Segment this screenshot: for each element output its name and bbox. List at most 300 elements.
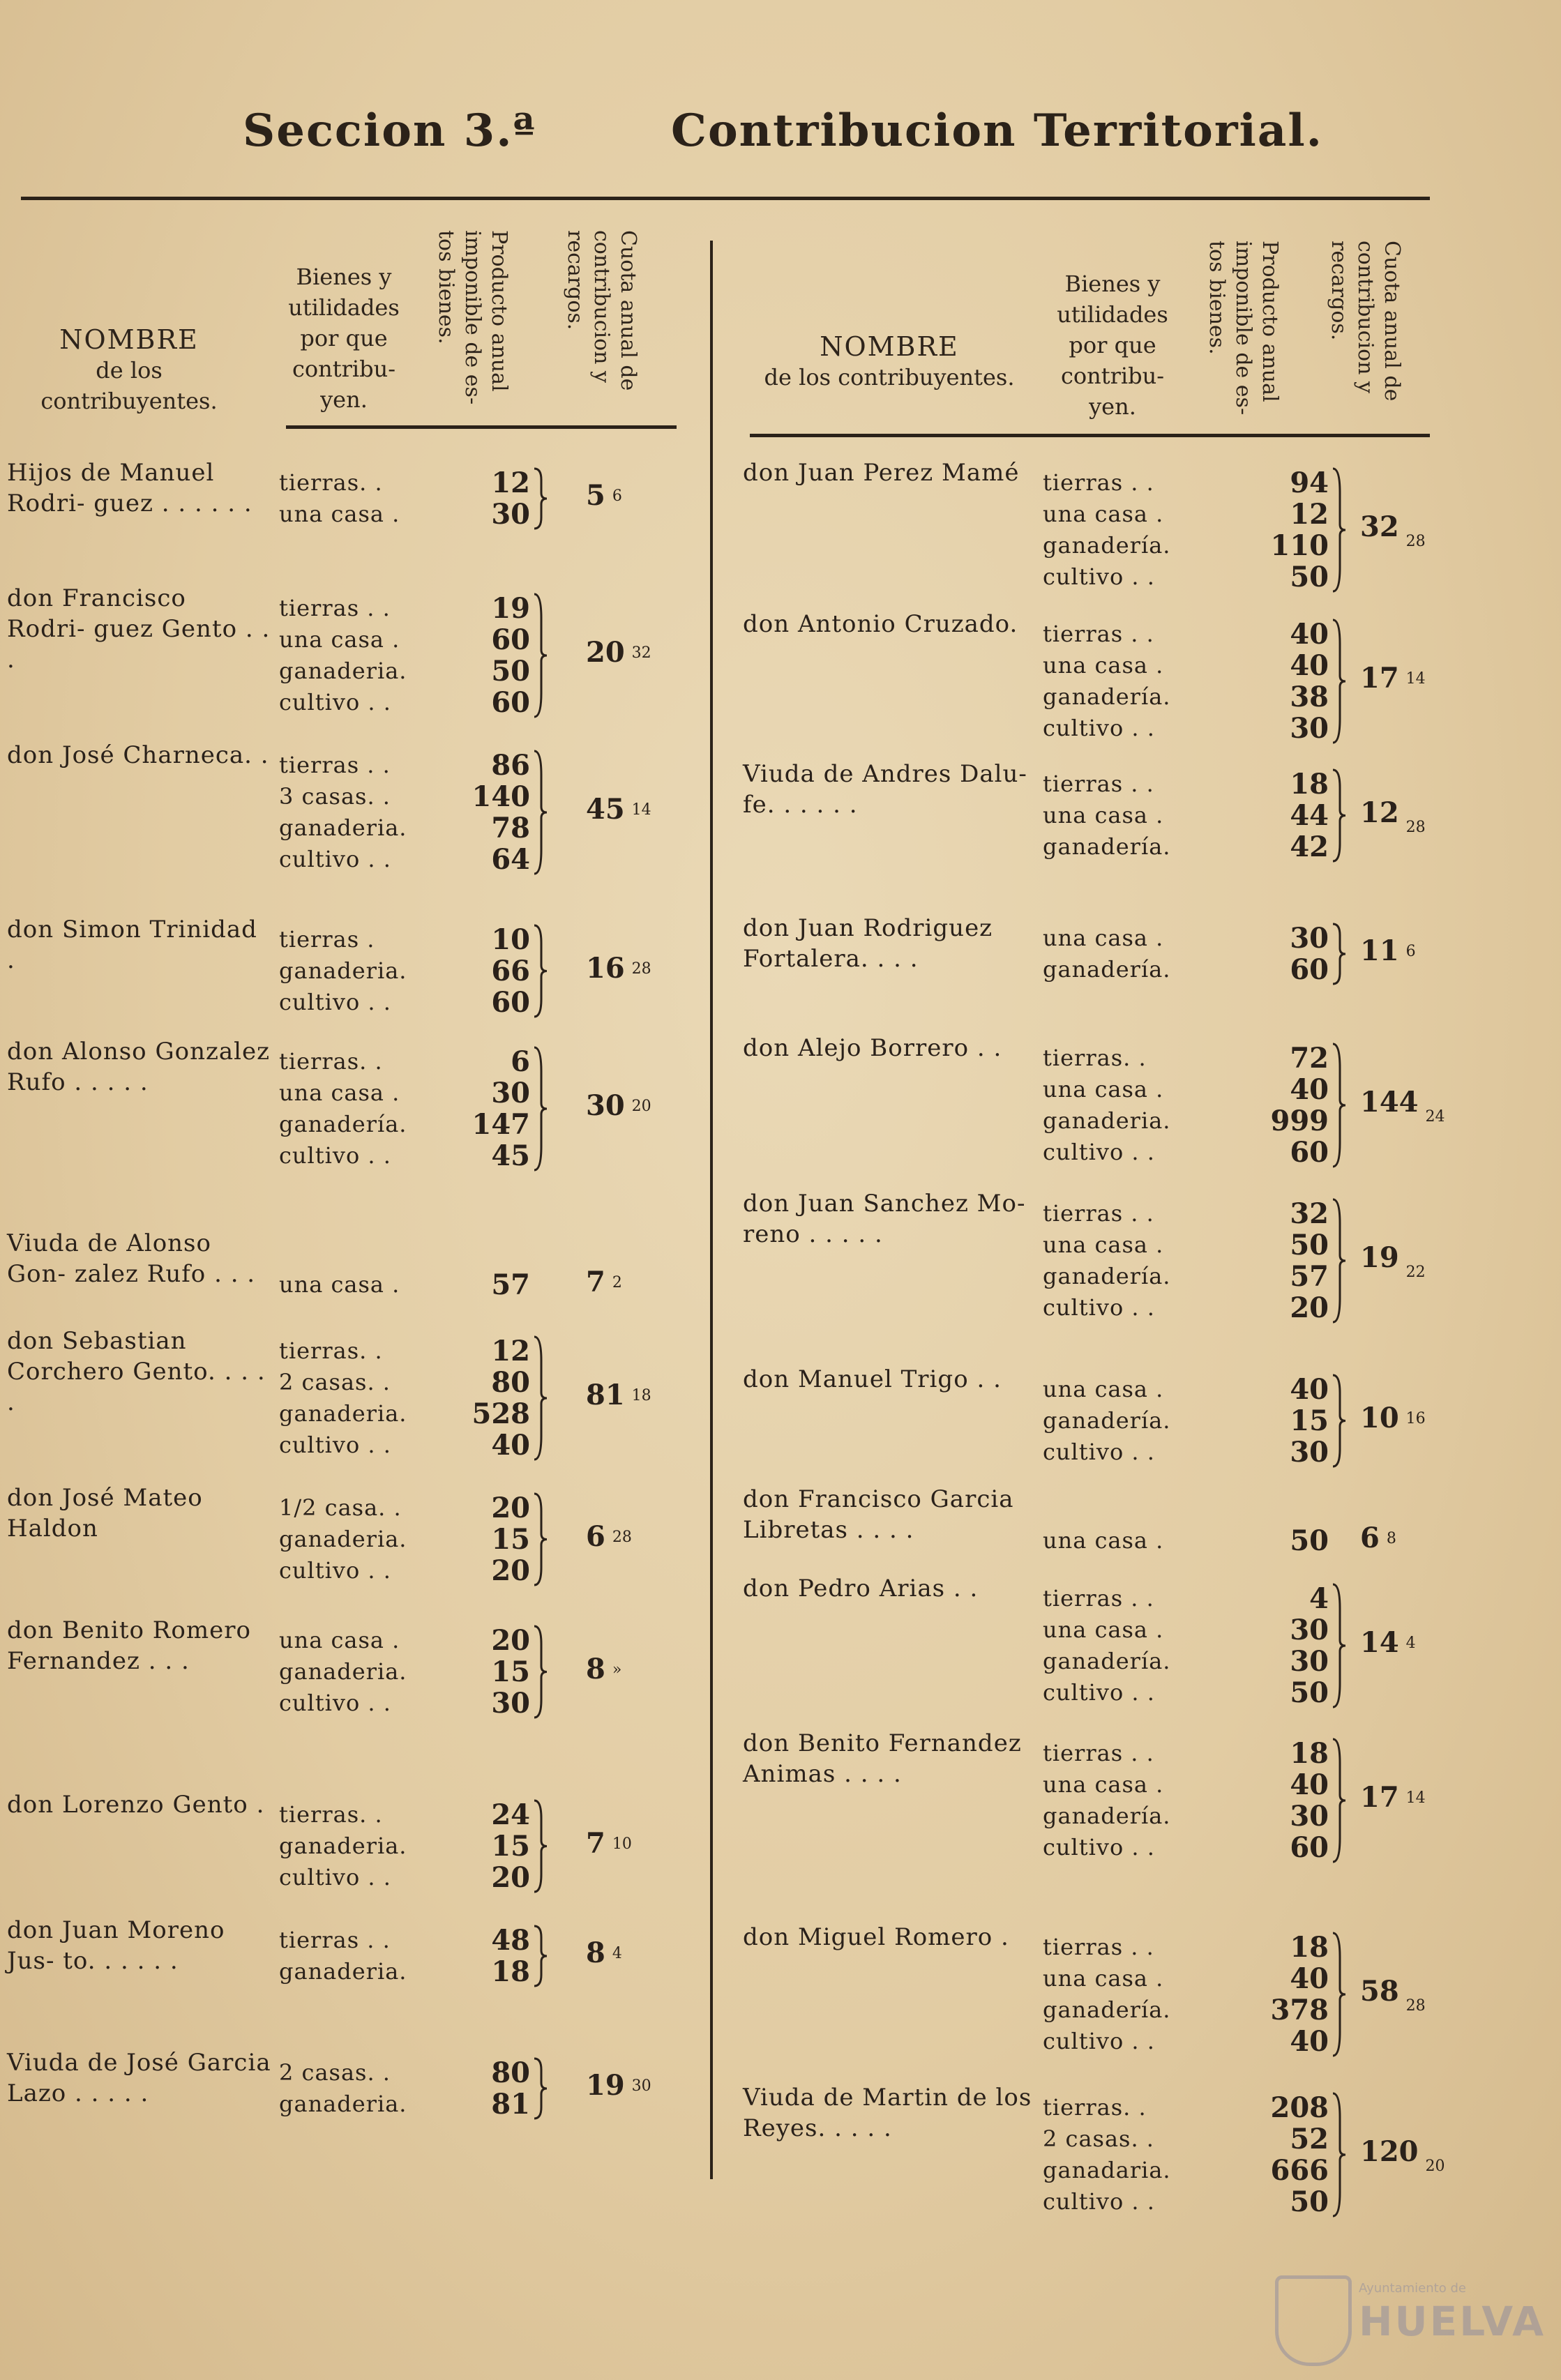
quota-cents: 14	[631, 801, 651, 819]
goods-item: ganadería.	[1043, 1648, 1171, 1674]
quota-value: 10	[1360, 1401, 1399, 1434]
contributor-name: don Antonio Cruzado.	[743, 610, 1018, 638]
contributor-name: don Juan Sanchez Mo- reno . . . . .	[743, 1190, 1026, 1248]
contributor-name: don Benito Fernandez Animas . . . .	[743, 1729, 1022, 1788]
goods-item: tierras . .	[1043, 1934, 1154, 1960]
brace-icon	[531, 593, 548, 718]
product-value: 81	[491, 2088, 530, 2121]
right-header-nombre	[753, 331, 1025, 393]
goods-item: una casa .	[1043, 1376, 1164, 1402]
annual-quota	[1360, 662, 1426, 695]
goods-item: cultivo . .	[1043, 1294, 1155, 1321]
goods-list	[279, 924, 418, 1018]
goods-list	[1043, 1583, 1210, 1708]
goods-item: cultivo . .	[1043, 2028, 1155, 2054]
goods-list	[1043, 1198, 1210, 1324]
product-value: 20	[491, 1624, 530, 1657]
quota-cents: 28	[1405, 533, 1426, 550]
product-values	[418, 1492, 530, 1586]
goods-list	[279, 593, 418, 718]
brace-icon	[1330, 1932, 1347, 2057]
product-value: 12	[491, 1335, 530, 1367]
goods-item: una casa .	[1043, 501, 1164, 527]
quota-value: 19	[1360, 1241, 1399, 1274]
goods-item: tierras .	[279, 926, 375, 953]
product-value: 15	[491, 1523, 530, 1556]
product-value: 24	[491, 1798, 530, 1831]
annual-quota	[586, 1653, 621, 1685]
contributor-name: don Juan Moreno Jus- to. . . . . .	[7, 1916, 225, 1975]
product-value: 30	[1290, 1614, 1329, 1646]
product-value: 19	[491, 592, 530, 625]
right-entry	[736, 459, 1548, 628]
product-value: 42	[1290, 831, 1329, 863]
goods-item: 2 casas. .	[279, 2059, 391, 2086]
annual-quota	[1360, 1522, 1396, 1554]
left-entry	[0, 1327, 697, 1496]
brace-icon	[1330, 768, 1347, 863]
goods-item: una casa .	[279, 1079, 400, 1106]
goods-item: ganaderia.	[279, 1526, 407, 1552]
product-values	[418, 750, 530, 875]
left-entry	[0, 1791, 697, 1928]
goods-item: una casa .	[279, 1627, 400, 1653]
contributor-name: don Simon Trinidad .	[7, 916, 257, 974]
brace-icon	[1330, 1043, 1347, 1168]
contributor-name: don Miguel Romero .	[743, 1923, 1009, 1951]
annual-quota	[586, 2069, 651, 2102]
right-entry	[736, 1575, 1548, 1743]
quota-cents: 10	[612, 1835, 632, 1853]
goods-item: tierras . .	[1043, 469, 1154, 496]
page-title: Contribucion Territorial.	[671, 105, 1323, 157]
goods-item: cultivo . .	[279, 689, 391, 715]
contributor-name: Viuda de Alonso Gon- zalez Rufo . . .	[7, 1229, 256, 1288]
goods-item: tierras . .	[279, 752, 391, 778]
quota-value: 17	[1360, 1781, 1399, 1814]
product-value: 50	[1290, 1229, 1329, 1261]
contributor-name: don Benito Romero Fernandez . . .	[7, 1616, 251, 1675]
contributor-name: don Francisco Rodri- guez Gento . . .	[7, 584, 271, 674]
product-value: 20	[491, 1492, 530, 1524]
product-value: 4	[1309, 1582, 1329, 1615]
left-entry	[0, 916, 697, 1053]
quota-cents: 18	[631, 1387, 651, 1404]
goods-item: ganadería.	[1043, 1996, 1171, 2023]
product-value: 40	[1290, 649, 1329, 682]
product-value: 50	[1290, 1676, 1329, 1709]
goods-item: ganaderia.	[279, 1833, 407, 1859]
product-value: 40	[1290, 1962, 1329, 1995]
brace-icon	[531, 1492, 548, 1586]
annual-quota	[1360, 1241, 1426, 1281]
goods-list	[279, 1269, 418, 1301]
quota-cents: 20	[631, 1098, 651, 1115]
product-value: 20	[491, 1861, 530, 1894]
product-value: 40	[1290, 1373, 1329, 1406]
product-value: 50	[1290, 561, 1329, 593]
quota-value: 32	[1360, 510, 1399, 543]
product-value: 10	[491, 923, 530, 956]
brace-icon	[531, 1335, 548, 1461]
goods-list	[279, 467, 418, 530]
goods-item: ganaderia.	[279, 658, 407, 684]
quota-cents: 28	[631, 960, 651, 978]
product-value: 66	[491, 955, 530, 987]
product-value: 60	[491, 623, 530, 656]
product-values	[418, 593, 530, 718]
goods-item: 2 casas. .	[279, 1369, 391, 1395]
annual-quota	[1360, 1086, 1445, 1125]
product-value: 6	[511, 1045, 530, 1078]
goods-item: tierras . .	[1043, 1200, 1154, 1227]
product-value: 78	[491, 812, 530, 844]
left-entry	[0, 459, 697, 565]
goods-item: tierras. .	[279, 1337, 383, 1364]
quota-cents: 6	[612, 487, 622, 505]
quota-value: 144	[1360, 1086, 1419, 1119]
goods-item: ganaderia.	[279, 957, 407, 984]
product-value: 30	[491, 498, 530, 531]
product-values	[1210, 1932, 1329, 2057]
product-values	[1210, 923, 1329, 985]
product-values	[418, 1269, 530, 1301]
left-entry	[0, 741, 697, 910]
goods-item: 3 casas. .	[279, 783, 391, 810]
goods-item: tierras. .	[279, 1048, 383, 1075]
product-value: 30	[1290, 1800, 1329, 1833]
quota-value: 120	[1360, 2135, 1419, 2168]
contributor-name: don José Mateo Haldon	[7, 1484, 203, 1543]
quota-value: 5	[586, 479, 605, 512]
section-number: Seccion 3.ª	[243, 105, 536, 157]
contributor-name: don Manuel Trigo . .	[743, 1365, 1002, 1393]
right-entry	[736, 914, 1548, 1020]
product-value: 999	[1270, 1105, 1329, 1137]
quota-value: 6	[586, 1519, 605, 1553]
product-value: 40	[1290, 2025, 1329, 2058]
annual-quota	[586, 952, 651, 985]
goods-item: una casa .	[1043, 1771, 1164, 1798]
shield-icon	[1275, 2275, 1352, 2366]
product-value: 20	[491, 1554, 530, 1587]
brace-icon	[1330, 1198, 1347, 1324]
quota-cents: 16	[1405, 1409, 1426, 1427]
product-value: 110	[1270, 529, 1329, 562]
product-value: 94	[1290, 467, 1329, 499]
product-value: 30	[1290, 712, 1329, 745]
product-values	[418, 2057, 530, 2120]
goods-item: cultivo . .	[279, 1432, 391, 1458]
quota-value: 6	[1360, 1521, 1380, 1554]
goods-item: una casa .	[279, 501, 400, 527]
annual-quota	[1360, 1402, 1426, 1434]
right-entry	[736, 1729, 1548, 1898]
right-entry	[736, 1034, 1548, 1203]
annual-quota	[586, 1266, 622, 1298]
product-value: 30	[491, 1077, 530, 1109]
product-value: 15	[491, 1655, 530, 1688]
goods-item: una casa .	[1043, 1076, 1164, 1102]
quota-cents: 28	[1405, 818, 1426, 836]
annual-quota	[1360, 510, 1426, 550]
goods-item: una casa .	[1043, 925, 1164, 951]
left-header-nombre	[10, 324, 248, 416]
product-value: 40	[1290, 1768, 1329, 1801]
brace-icon	[1330, 1374, 1347, 1468]
right-header-bienes: Bienes y utilidades por que contribu- yen.	[1057, 271, 1168, 420]
left-header-producto: Producto anual imponible de es- tos bienes.	[434, 230, 511, 405]
goods-list	[1043, 619, 1210, 744]
product-values	[418, 1799, 530, 1893]
product-value: 45	[491, 1139, 530, 1172]
goods-item: ganaderia.	[279, 2091, 407, 2117]
product-value: 528	[472, 1397, 530, 1430]
annual-quota	[1360, 934, 1416, 967]
goods-list	[1043, 467, 1210, 593]
left-entry	[0, 584, 697, 753]
brace-icon	[1330, 1583, 1347, 1708]
right-header-cuota: Cuota anual de contribucion y recargos.	[1327, 241, 1404, 402]
goods-list	[1043, 1374, 1210, 1468]
product-value: 30	[491, 1687, 530, 1720]
brace-icon	[1330, 619, 1347, 744]
brace-icon	[531, 1799, 548, 1893]
quota-value: 19	[586, 2069, 625, 2102]
product-values	[1210, 467, 1329, 593]
goods-item: tierras . .	[279, 595, 391, 621]
goods-item: tierras . .	[1043, 1585, 1154, 1612]
quota-value: 30	[586, 1089, 625, 1122]
product-value: 18	[1290, 768, 1329, 801]
goods-item: cultivo . .	[279, 1690, 391, 1716]
product-value: 44	[1290, 799, 1329, 832]
product-values	[418, 1625, 530, 1719]
goods-item: ganadería.	[1043, 1263, 1171, 1289]
product-value: 57	[1290, 1260, 1329, 1293]
quota-cents: 8	[1386, 1529, 1396, 1547]
nombre-sub-label: de los contribuyentes.	[40, 357, 218, 414]
right-entry	[736, 610, 1548, 779]
annual-quota	[586, 479, 622, 512]
right-entry	[736, 1923, 1548, 2092]
brace-icon	[531, 750, 548, 875]
annual-quota	[586, 1827, 632, 1860]
quota-cents: 22	[1405, 1264, 1426, 1281]
goods-item: ganaderia.	[279, 814, 407, 841]
goods-list	[279, 750, 418, 875]
brace-icon	[531, 1625, 548, 1719]
contributor-name: don José Charneca. .	[7, 741, 269, 769]
left-entry	[0, 2049, 697, 2155]
goods-item: una casa .	[1043, 652, 1164, 679]
product-value: 18	[1290, 1931, 1329, 1964]
product-values	[1210, 619, 1329, 744]
goods-item: cultivo . .	[1043, 563, 1155, 590]
quota-cents: 24	[1425, 1108, 1445, 1125]
goods-item: ganadería.	[1043, 833, 1171, 860]
product-value: 20	[1290, 1291, 1329, 1324]
goods-item: ganaderia.	[279, 1958, 407, 1985]
goods-item: tierras . .	[1043, 621, 1154, 647]
product-values	[418, 924, 530, 1018]
quota-value: 20	[586, 636, 625, 669]
brace-icon	[1330, 1738, 1347, 1863]
quota-cents: 2	[612, 1273, 622, 1291]
product-value: 64	[491, 843, 530, 876]
goods-item: 2 casas. .	[1043, 2125, 1154, 2152]
goods-list	[279, 1492, 418, 1586]
product-values	[1210, 768, 1329, 863]
goods-item: tierras. .	[279, 469, 383, 496]
goods-item: ganaderia.	[1043, 1107, 1171, 1134]
left-entry	[0, 1616, 697, 1754]
product-value: 12	[1290, 498, 1329, 531]
product-value: 80	[491, 1366, 530, 1399]
product-value: 40	[1290, 1073, 1329, 1106]
product-value: 60	[1290, 1136, 1329, 1169]
goods-item: ganadería.	[1043, 1803, 1171, 1829]
goods-item: tierras. .	[1043, 2094, 1147, 2121]
quota-cents: 6	[1405, 943, 1416, 960]
goods-item: tierras . .	[279, 1927, 391, 1953]
product-value: 50	[1290, 1524, 1329, 1557]
goods-item: cultivo . .	[1043, 1679, 1155, 1706]
product-value: 208	[1270, 2091, 1329, 2124]
goods-list	[1043, 1525, 1210, 1556]
product-value: 52	[1290, 2123, 1329, 2155]
watermark-line1: Ayuntamiento de	[1359, 2281, 1466, 2296]
goods-list	[1043, 1043, 1210, 1168]
page-header	[0, 105, 1561, 188]
goods-list	[1043, 768, 1210, 863]
right-entry	[736, 1190, 1548, 1358]
nombre-sub-label-right: de los contribuyentes.	[764, 364, 1015, 391]
header-rule	[21, 197, 1430, 200]
goods-item: ganadaria.	[1043, 2157, 1171, 2183]
product-value: 32	[1290, 1197, 1329, 1230]
product-value: 72	[1290, 1042, 1329, 1075]
product-values	[1210, 1583, 1329, 1708]
goods-item: ganadería.	[1043, 532, 1171, 559]
quota-cents: 32	[631, 644, 651, 662]
product-values	[1210, 1525, 1329, 1556]
goods-item: cultivo . .	[279, 846, 391, 872]
goods-list	[1043, 2092, 1210, 2218]
goods-item: una casa .	[279, 626, 400, 653]
product-value: 30	[1290, 1645, 1329, 1678]
right-header-producto: Producto anual imponible de es- tos bienes.	[1205, 241, 1282, 416]
quota-value: 8	[586, 1936, 605, 1969]
annual-quota	[1360, 1975, 1426, 2015]
goods-list	[279, 1335, 418, 1461]
contributor-name: don Alonso Gonzalez Rufo . . . . .	[7, 1038, 271, 1096]
quota-value: 8	[586, 1652, 605, 1685]
nombre-label: NOMBRE	[59, 324, 199, 355]
quota-cents: 28	[612, 1528, 632, 1546]
left-entry	[0, 1229, 697, 1304]
product-value: 60	[1290, 1831, 1329, 1864]
product-value: 60	[1290, 953, 1329, 986]
right-entry	[736, 760, 1548, 897]
annual-quota	[586, 1936, 622, 1969]
brace-icon	[531, 2057, 548, 2120]
quota-cents: 28	[1405, 1997, 1426, 2015]
annual-quota	[1360, 1781, 1426, 1814]
goods-item: tierras . .	[1043, 771, 1154, 797]
product-value: 40	[491, 1429, 530, 1462]
product-values	[1210, 2092, 1329, 2218]
goods-item: ganadería.	[279, 1111, 407, 1137]
quota-cents: 14	[1405, 1789, 1426, 1807]
goods-list	[1043, 923, 1210, 985]
contributor-name: don Sebastian Corchero Gento. . . . .	[7, 1327, 266, 1416]
product-value: 38	[1290, 681, 1329, 713]
quota-value: 7	[586, 1826, 605, 1860]
product-value: 48	[491, 1924, 530, 1957]
nombre-label-right: NOMBRE	[820, 331, 959, 362]
right-entry	[736, 1485, 1548, 1560]
watermark-logo	[1261, 2268, 1546, 2366]
goods-item: ganadería.	[1043, 956, 1171, 983]
product-values	[1210, 1198, 1329, 1324]
watermark-line2: HUELVA	[1359, 2298, 1546, 2345]
contributor-name: Viuda de Martin de los Reyes. . . . .	[743, 2084, 1032, 2142]
annual-quota	[1360, 796, 1426, 836]
brace-icon	[1330, 923, 1347, 985]
product-value: 50	[1290, 2185, 1329, 2218]
goods-item: cultivo . .	[279, 989, 391, 1015]
product-value: 40	[1290, 618, 1329, 651]
right-header-underline	[750, 434, 1430, 437]
goods-item: cultivo . .	[1043, 2188, 1155, 2215]
goods-list	[279, 1046, 418, 1172]
left-entry	[0, 1484, 697, 1621]
quota-value: 11	[1360, 934, 1399, 967]
goods-item: cultivo . .	[1043, 715, 1155, 741]
goods-item: cultivo . .	[279, 1864, 391, 1890]
quota-value: 58	[1360, 1975, 1399, 2008]
product-value: 15	[1290, 1404, 1329, 1437]
column-divider	[710, 241, 713, 2179]
goods-item: una casa .	[1043, 1965, 1164, 1992]
annual-quota	[586, 636, 651, 669]
goods-item: ganaderia.	[279, 1658, 407, 1685]
goods-list	[1043, 1738, 1210, 1863]
goods-item: cultivo . .	[1043, 1139, 1155, 1165]
quota-cents: 20	[1425, 2158, 1445, 2175]
product-value: 15	[491, 1830, 530, 1863]
goods-item: una casa .	[1043, 802, 1164, 828]
contributor-name: Hijos de Manuel Rodri- guez . . . . . .	[7, 459, 252, 517]
goods-list	[279, 1925, 418, 1987]
brace-icon	[531, 467, 548, 530]
contributor-name: Viuda de Andres Dalu- fe. . . . . .	[743, 760, 1027, 819]
brace-icon	[1330, 467, 1347, 593]
annual-quota	[1360, 2135, 1445, 2175]
left-entry	[0, 1916, 697, 2022]
annual-quota	[1360, 1626, 1416, 1659]
goods-item: ganaderia.	[279, 1400, 407, 1427]
product-value: 80	[491, 2056, 530, 2089]
contributor-name: don Lorenzo Gento .	[7, 1791, 265, 1819]
annual-quota	[586, 793, 651, 826]
quota-value: 7	[586, 1265, 605, 1298]
goods-list	[279, 1625, 418, 1719]
product-values	[418, 1335, 530, 1461]
product-value: 60	[491, 986, 530, 1019]
product-values	[1210, 1043, 1329, 1168]
